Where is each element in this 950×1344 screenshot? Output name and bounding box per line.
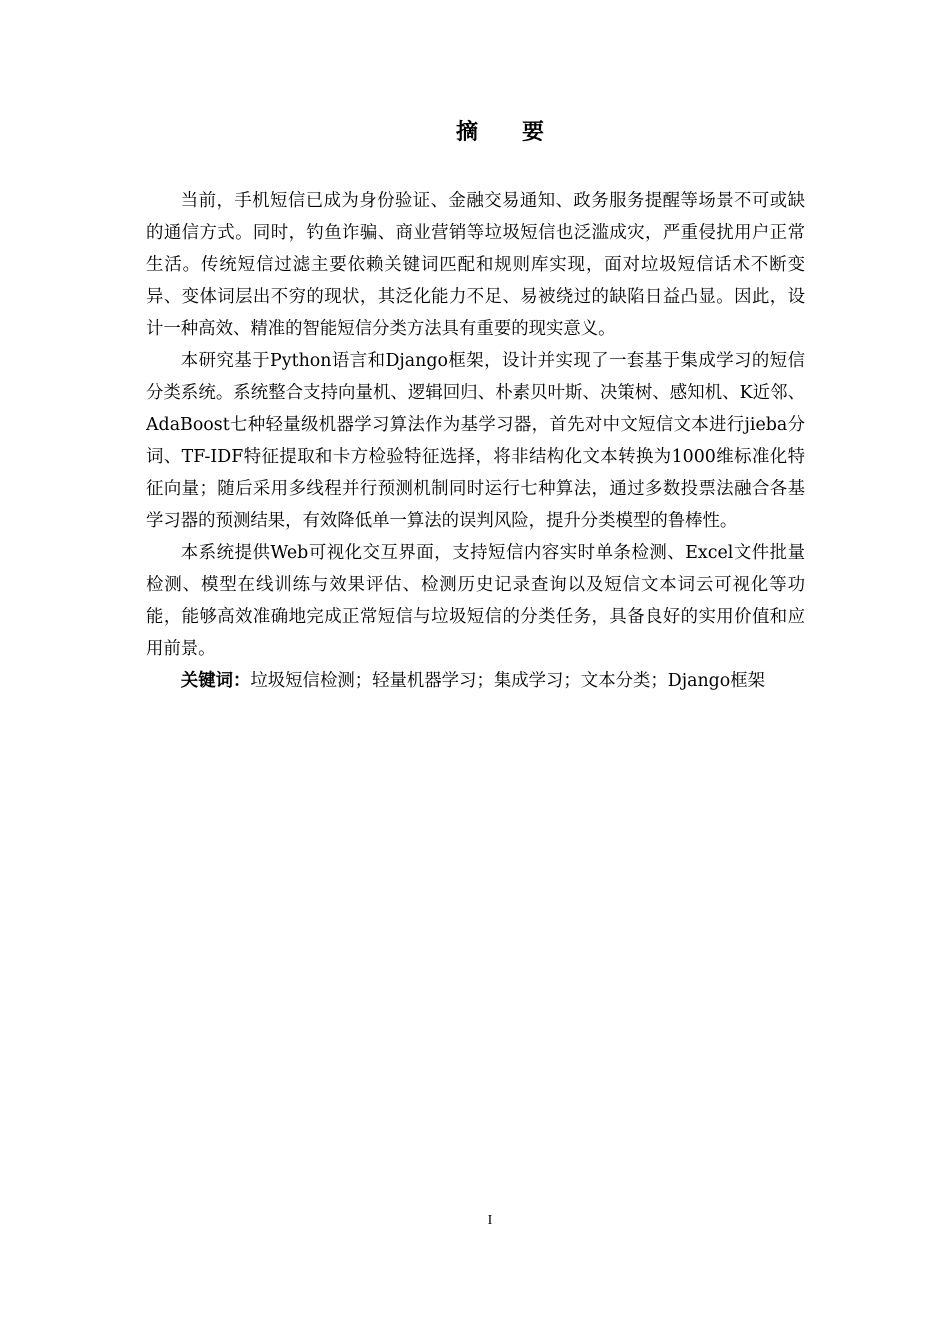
keywords-label: 关键词： [180, 671, 251, 691]
keywords-line [146, 665, 805, 697]
abstract-body [146, 185, 805, 697]
abstract-paragraph-2: 本研究基于Python语言和Django框架，设计并实现了一套基于集成学习的短信分类系统。系统整合支持向量机、逻辑回归、朴素贝叶斯、决策树、感知机、K近邻、AdaBoost七种轻量级机器学习算法作为基学习器，首先对中文短信文本进行jieba分词、TF-IDF特征提取和卡方检验特征选择，将非结构化文本转换为1000维标准化特征向量；随后采用多线程并行预测机制同时运行七种算法，通过多数投票法融合各基学习器的预测结果，有效降低单一算法的误判风险，提升分类模型的鲁棒性。 [146, 351, 805, 531]
title-char-2: 要 [522, 120, 545, 145]
abstract-title [0, 116, 950, 150]
abstract-paragraph-1: 当前，手机短信已成为身份验证、金融交易通知、政务服务提醒等场景不可或缺的通信方式。同时，钓鱼诈骗、商业营销等垃圾短信也泛滥成灾，严重侵扰用户正常生活。传统短信过滤主要依赖关键词匹配和规则库实现，面对垃圾短信话术不断变异、变体词层出不穷的现状，其泛化能力不足、易被绕过的缺陷日益凸显。因此，设计一种高效、精准的智能短信分类方法具有重要的现实意义。 [146, 191, 805, 339]
title-char-1: 摘 [456, 120, 479, 145]
keywords-text: 垃圾短信检测；轻量机器学习；集成学习；文本分类；Django框架 [250, 671, 766, 691]
page-number: I [487, 1213, 493, 1228]
abstract-paragraph-3: 本系统提供Web可视化交互界面，支持短信内容实时单条检测、Excel文件批量检测、模型在线训练与效果评估、检测历史记录查询以及短信文本词云可视化等功能，能够高效准确地完成正常短信与垃圾短信的分类任务，具备良好的实用价值和应用前景。 [146, 543, 805, 659]
